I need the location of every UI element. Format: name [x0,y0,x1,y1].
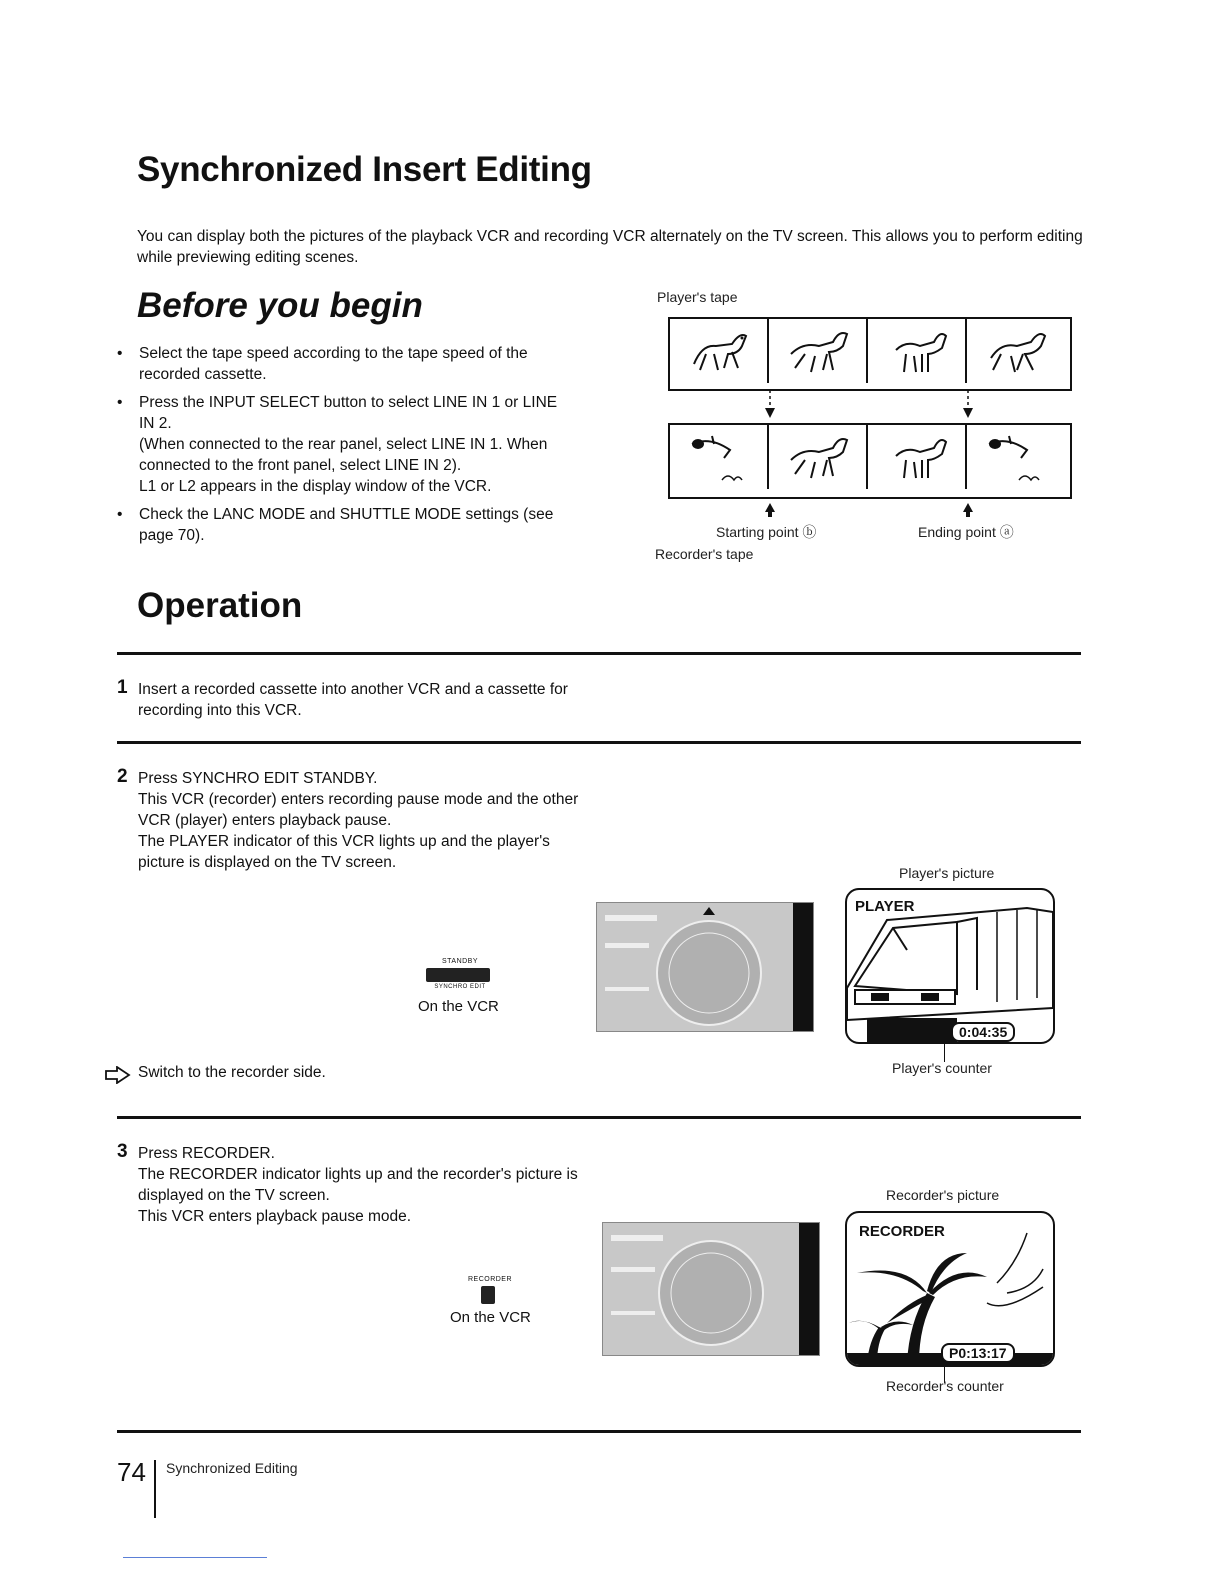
standby-button-label: STANDBY [441,958,479,965]
synchro-edit-standby-button[interactable] [426,968,490,982]
page-number: 74 [117,1457,146,1487]
switch-note: Switch to the recorder side. [138,1064,326,1081]
players-tape-strip [668,317,1072,391]
footer-divider [154,1460,156,1518]
recorder-counter-display: P0:13:17 [941,1343,1015,1363]
horse-frame-icon [868,425,967,489]
page-title: Synchronized Insert Editing [137,150,592,189]
players-tape-label: Player's tape [657,289,738,305]
dolphin-frame-icon [967,425,1064,489]
list-item: • Press the INPUT SELECT button to select LINE IN 1 or LINE IN 2. (When connected to the rear panel, select LINE IN 1. When connected to the front panel, select LINE IN 2). L1 or L2 appears in the display window of the VCR. [117,392,627,497]
divider [117,1116,1081,1119]
operation-heading: Operation [137,586,303,625]
on-the-vcr-caption: On the VCR [450,1309,531,1326]
starting-point-label: Starting point ⓑ [716,524,817,540]
players-counter-label: Player's counter [892,1060,992,1076]
list-item: • Select the tape speed according to the tape speed of the recorded cassette. [117,343,627,385]
horse-frame-icon [868,319,967,383]
bottom-rule [123,1557,267,1558]
vcr-panel-image [596,902,814,1032]
arrows-down-icon [760,388,980,420]
horse-frame-icon [769,319,868,383]
list-item: • Check the LANC MODE and SHUTTLE MODE settings (see page 70). [117,504,627,546]
recorders-tape-strip [668,423,1072,499]
vcr-panel-image [602,1222,820,1356]
player-osd-text: PLAYER [855,898,915,915]
section-name: Synchronized Editing [166,1460,298,1476]
on-the-vcr-caption: On the VCR [418,998,499,1015]
divider [117,741,1081,744]
recorder-button-label: RECORDER [467,1276,513,1283]
arrows-up-icon [760,502,980,518]
players-picture-label: Player's picture [899,865,995,881]
recorder-button[interactable] [481,1286,495,1304]
recorder-osd-text: RECORDER [859,1223,945,1240]
synchro-edit-button-label: SYNCHRO EDIT [434,984,486,990]
horse-frame-icon [967,319,1064,383]
intro-text: You can display both the pictures of the playback VCR and recording VCR alternately on the TV screen. This allows you to perform editing while previewing editing scenes. [137,228,1083,266]
recorders-picture-label: Recorder's picture [886,1187,1000,1203]
before-you-begin-heading: Before you begin [137,286,423,325]
switch-arrow-icon [105,1066,131,1084]
divider [117,1430,1081,1433]
prerequisite-list [117,343,627,553]
leader-line [944,1040,945,1062]
horse-frame-icon [670,319,769,383]
player-tv-screen [845,888,1055,1044]
player-counter-display: 0:04:35 [951,1022,1015,1042]
dolphin-frame-icon [670,425,769,489]
recorder-tv-screen [845,1211,1055,1367]
divider [117,652,1081,655]
ending-point-label: Ending point ⓐ [918,524,1014,540]
recorders-tape-label: Recorder's tape [655,546,754,562]
recorders-counter-label: Recorder's counter [886,1378,1004,1394]
horse-frame-icon [769,425,868,489]
